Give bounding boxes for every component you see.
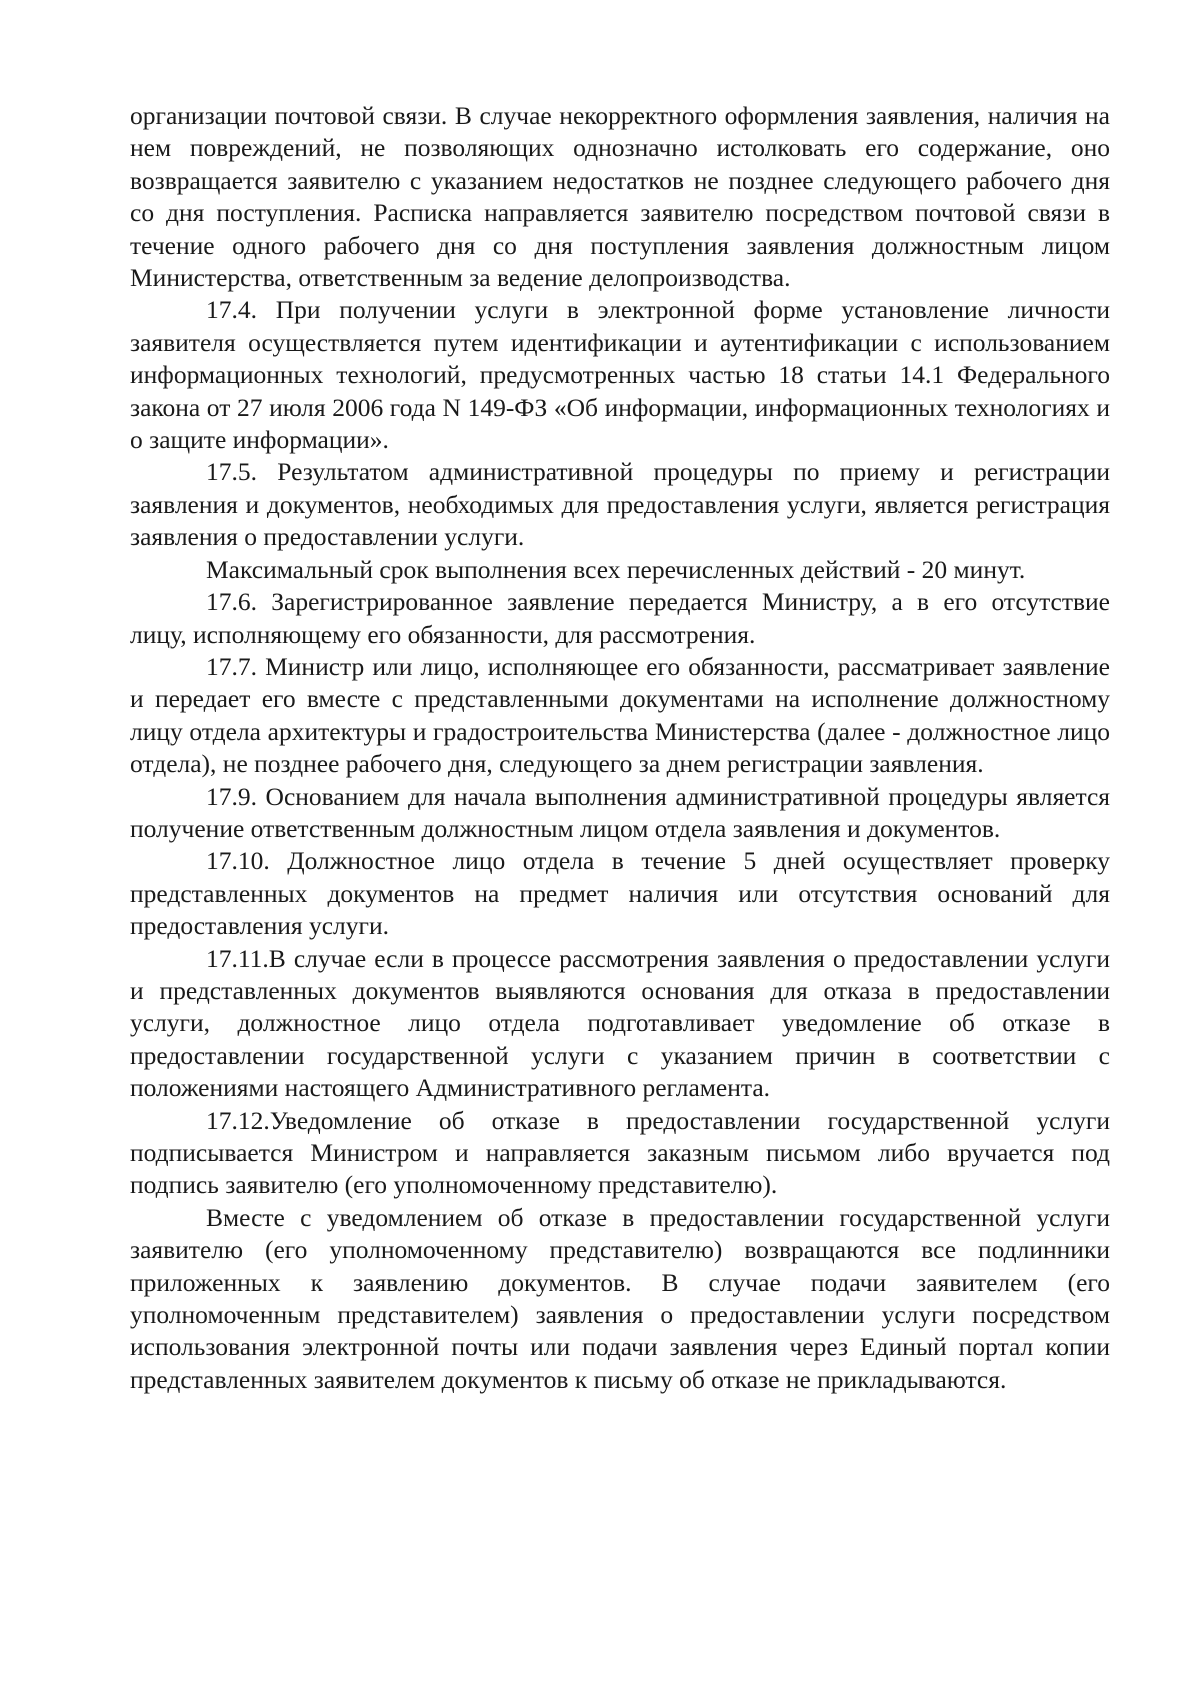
paragraph-17-12: 17.12.Уведомление об отказе в предоставлении государственной услуги подписывается Министром и направляется заказным письмом либо вручается под подпись заявителю (его уполномоченному представителю).: [130, 1105, 1110, 1200]
paragraph-17-7: 17.7. Министр или лицо, исполняющее его обязанности, рассматривает заявление и передает его вместе с представленными документами на исполнение должностному лицу отдела архитектуры и градостроительства Министерства (далее - должностное лицо отдела), не позднее рабочего дня, следующего за днем регистрации заявления.: [130, 651, 1110, 779]
paragraph-continuation: организации почтовой связи. В случае некорректного оформления заявления, наличия на нем повреждений, не позволяющих однозначно истолковать его содержание, оно возвращается заявителю с указанием недостатков не позднее следующего рабочего дня со дня поступления. Расписка направляется заявителю посредством почтовой связи в течение одного рабочего дня со дня поступления заявления должностным лицом Министерства, ответственным за ведение делопроизводства.: [130, 101, 1110, 293]
paragraph-17-6: 17.6. Зарегистрированное заявление передается Министру, а в его отсутствие лицу, исполняющему его обязанности, для рассмотрения.: [130, 587, 1110, 649]
paragraph-17-9: 17.9. Основанием для начала выполнения административной процедуры является получение ответственным должностным лицом отдела заявления и документов.: [130, 781, 1110, 843]
paragraph-max-term: Максимальный срок выполнения всех перечисленных действий - 20 минут.: [206, 554, 1026, 584]
paragraph-return-documents: Вместе с уведомлением об отказе в предоставлении государственной услуги заявителю (его уполномоченному представителю) возвращаются все подлинники приложенных к заявлению документов. В случае подачи заявителем (его уполномоченным представителем) заявления о предоставлении услуги посредством использования электронной почты или подачи заявления через Единый портал копии представленных заявителем документов к письму об отказе не прикладываются.: [130, 1202, 1110, 1394]
document-page: [130, 100, 1110, 1396]
paragraph-17-4: 17.4. При получении услуги в электронной форме установление личности заявителя осуществляется путем идентификации и аутентификации с использованием информационных технологий, предусмотренных частью 18 статьи 14.1 Федерального закона от 27 июля 2006 года N 149-ФЗ «Об информации, информационных технологиях и о защите информации».: [130, 295, 1110, 455]
paragraph-17-5: 17.5. Результатом административной процедуры по приему и регистрации заявления и документов, необходимых для предоставления услуги, является регистрация заявления о предоставлении услуги.: [130, 457, 1110, 552]
paragraph-17-10: 17.10. Должностное лицо отдела в течение 5 дней осуществляет проверку представленных документов на предмет наличия или отсутствия оснований для предоставления услуги.: [130, 846, 1110, 941]
paragraph-17-11: 17.11.В случае если в процессе рассмотрения заявления о предоставлении услуги и представленных документов выявляются основания для отказа в предоставлении услуги, должностное лицо отдела подготавливает уведомление об отказе в предоставлении государственной услуги с указанием причин в соответствии с положениями настоящего Административного регламента.: [130, 943, 1110, 1103]
